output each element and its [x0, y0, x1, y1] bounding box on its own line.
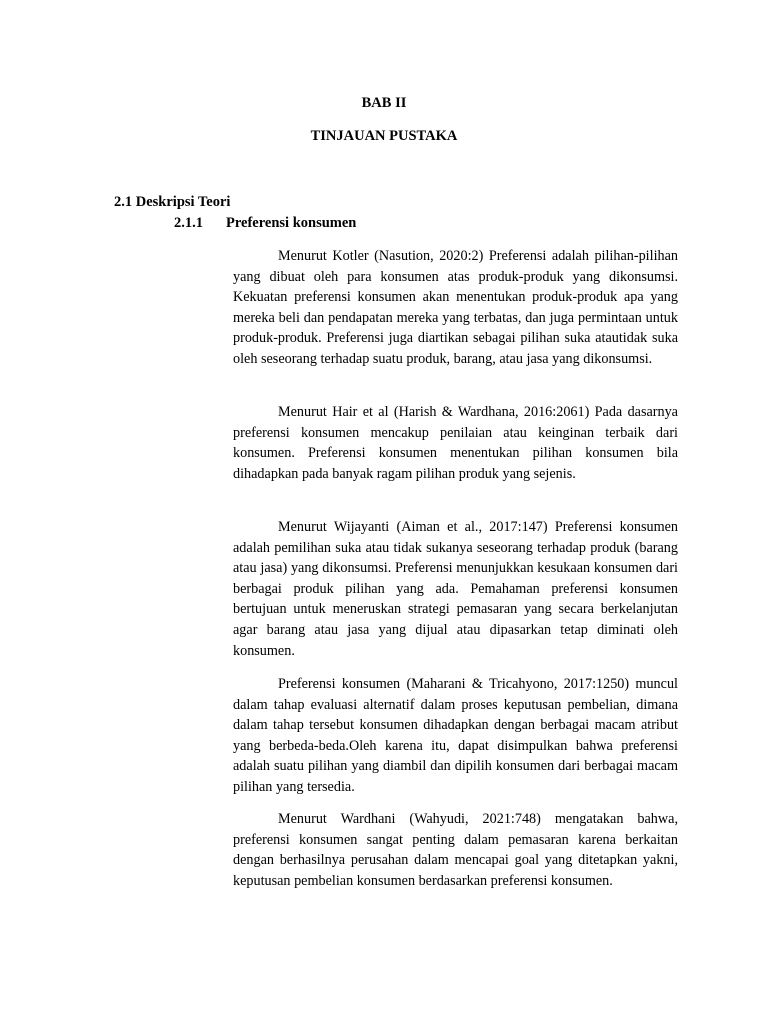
subsection-number: 2.1.1 [174, 215, 203, 231]
paragraph: Menurut Wardhani (Wahyudi, 2021:748) mengatakan bahwa, preferensi konsumen sangat penting dalam pemasaran karena berkaitan dengan berhasilnya perusahan dalam mencapai goal yang ditetapkan yakni, keputusan pembelian konsumen berdasarkan preferensi konsumen. [233, 811, 678, 889]
paragraph: Menurut Hair et al (Harish & Wardhana, 2016:2061) Pada dasarnya preferensi konsumen mencakup penilaian atau keinginan terbaik dari konsumen. Preferensi konsumen menentukan pilihan konsumen bila dihadapkan pada banyak ragam pilihan produk yang sejenis. [233, 404, 678, 482]
chapter-label: BAB II [361, 95, 407, 111]
paragraph: Menurut Wijayanti (Aiman et al., 2017:147) Preferensi konsumen adalah pemilihan suka atau tidak sukanya seseorang terhadap produk (barang atau jasa) yang dikonsumsi. Preferensi menunjukkan kesukaan konsumen dari berbagai produk pilihan yang ada. Pemahaman preferensi konsumen bertujuan untuk meneruskan strategi pemasaran yang secara berkelanjutan agar barang atau jasa yang dijual atau dipasarkan tetap diminati oleh konsumen. [233, 519, 678, 659]
chapter-title: TINJAUAN PUSTAKA [310, 128, 458, 144]
paragraph: Preferensi konsumen (Maharani & Tricahyono, 2017:1250) muncul dalam tahap evaluasi alternatif dalam proses keputusan pembelian, dimana dalam tahap tersebut konsumen dihadapkan dengan berbagai macam atribut yang berbeda-beda.Oleh karena itu, dapat disimpulkan bahwa preferensi adalah suatu pilihan yang diambil dan dipilih konsumen dari berbagai macam pilihan yang tersedia. [233, 676, 678, 795]
subsection-title: Preferensi konsumen [226, 215, 357, 231]
section-heading: 2.1 Deskripsi Teori [114, 194, 231, 210]
paragraph: Menurut Kotler (Nasution, 2020:2) Preferensi adalah pilihan-pilihan yang dibuat oleh para konsumen atas produk-produk yang dikonsumsi. Kekuatan preferensi konsumen akan menentukan produk-produk apa yang mereka beli dan pendapatan mereka yang terbatas, dan juga permintaan untuk produk-produk. Preferensi juga diartikan sebagai pilihan suka atautidak suka oleh seseorang terhadap suatu produk, barang, atau jasa yang dikonsumsi. [233, 248, 678, 367]
